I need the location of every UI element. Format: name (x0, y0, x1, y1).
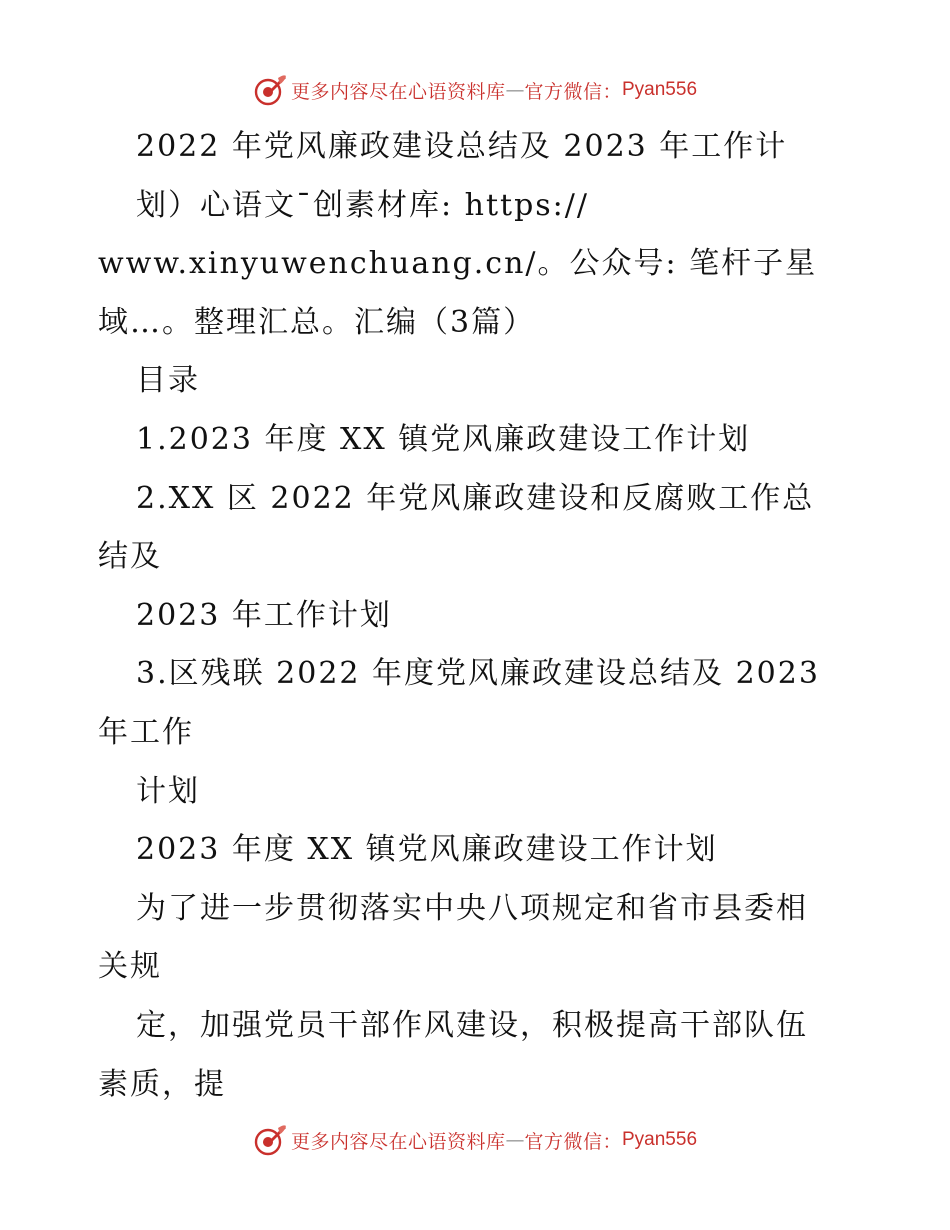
toc-item-2: 2.XX 区 2022 年党风廉政建设和反腐败工作总 (136, 480, 815, 516)
watermark-official-label: 官方微信： (524, 80, 622, 103)
paragraph-line-2: 关规 (98, 949, 162, 985)
paragraph-line-4: 素质，提 (98, 1066, 226, 1102)
watermark-wechat-id: Pyan556 (622, 79, 698, 100)
watermark-official-label: 官方微信： (524, 1130, 622, 1153)
watermark-separator: — (505, 79, 525, 101)
header-watermark (0, 70, 950, 110)
red-quill-logo-icon (253, 1123, 287, 1157)
toc-item-3-cont-2: 计划 (136, 773, 200, 809)
toc-item-3: 3.区残联 2022 年度党风廉政建设总结及 2023 (136, 656, 820, 692)
red-quill-logo-icon (253, 73, 287, 107)
paragraph-line-1: 为了进一步贯彻落实中央八项规定和省市县委相 (136, 890, 808, 926)
toc-heading: 目录 (136, 363, 200, 399)
section-heading: 2023 年度 XX 镇党风廉政建设工作计划 (136, 832, 718, 868)
toc-item-3-cont: 年工作 (98, 714, 194, 750)
title-line-1: 2022 年党风廉政建设总结及 2023 年工作计 (136, 129, 788, 164)
watermark-wechat-id: Pyan556 (622, 1129, 698, 1150)
footer-watermark (0, 1120, 950, 1160)
watermark-text: 更多内容尽在心语资料库 (290, 80, 506, 103)
toc-item-2-cont: 结及 (98, 539, 162, 575)
paragraph-line-3: 定，加强党员干部作风建设，积极提高干部队伍 (136, 1007, 808, 1043)
watermark-text: 更多内容尽在心语资料库 (290, 1130, 506, 1153)
toc-item-2-cont-2: 2023 年工作计划 (136, 597, 392, 633)
title-line-2: 划）心语文¯创素材库: https:// (136, 187, 589, 223)
document-body (98, 118, 868, 1114)
title-line-3: www.xinyuwenchuang.cn/。公众号: 笔杆子星 (98, 246, 818, 282)
title-line-4: 域…。整理汇总。汇编（3篇） (98, 304, 536, 340)
watermark-separator: — (505, 1129, 525, 1151)
toc-item-1: 1.2023 年度 XX 镇党风廉政建设工作计划 (136, 421, 751, 457)
